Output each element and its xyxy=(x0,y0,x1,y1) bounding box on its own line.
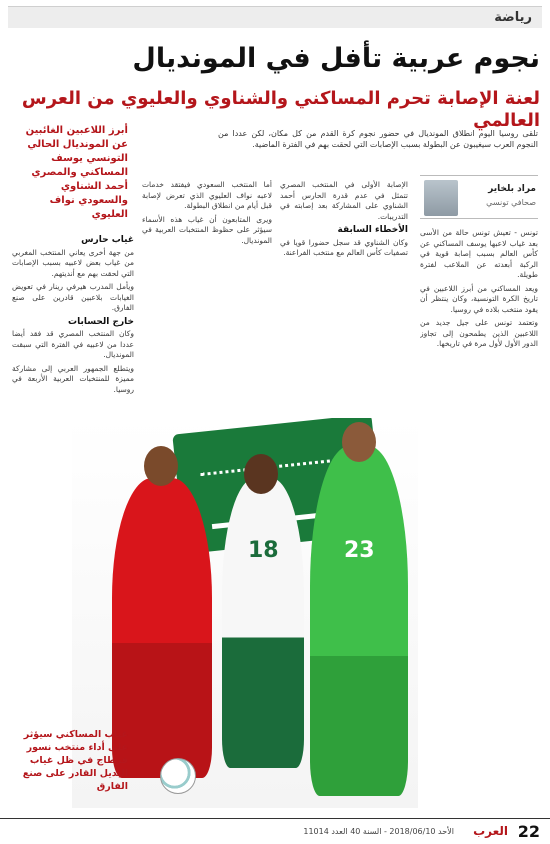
paragraph: ويتطلع الجمهور العربي إلى مشاركة مميزة للمنتخبات العربية الأربعة في روسيا. xyxy=(12,363,134,394)
article-column-2 xyxy=(280,180,408,410)
shirt-number: 18 xyxy=(248,538,279,563)
player-head xyxy=(244,454,278,494)
page-number: 22 xyxy=(517,822,540,841)
pullquote-top: أبرز اللاعبين الغائبين عن المونديال الحالي التونسي يوسف المساكني والمصري أحمد الشناوي والسعودي نواف العليوي xyxy=(25,125,128,220)
column-subheading: خارج الحسابات xyxy=(68,316,134,327)
article-column-1 xyxy=(420,228,538,818)
player-egypt-goalkeeper xyxy=(310,446,408,796)
player-head xyxy=(342,422,376,462)
author-name: مراد بلخاير xyxy=(488,184,536,194)
lead-paragraph: تلقى روسيا اليوم انطلاق المونديال في حضور نجوم كرة القدم من كل مكان، لكن عددا من النجوم العرب سيغيبون عن البطولة بسبب الإصابات التي لحقت بهم في الفترة الماضية. xyxy=(218,129,538,149)
column-subheading: غياب حارس xyxy=(81,235,134,245)
page-footer xyxy=(0,818,550,844)
byline xyxy=(420,175,538,219)
football xyxy=(160,758,196,794)
section-bar xyxy=(8,6,542,28)
author-role: صحافي تونسي xyxy=(486,198,536,207)
section-label: رياضة xyxy=(494,10,532,25)
paragraph: وتعتمد تونس على جيل جديد من اللاعبين الذين يطمحون إلى تجاوز الدور الأول لأول مرة في تاريخها. xyxy=(420,318,538,348)
shirt-number: 23 xyxy=(344,538,375,563)
paragraph: وكان المنتخب المصري قد فقد أيضا عددا من لاعبيه في الفترة التي سبقت المونديال. xyxy=(12,329,134,359)
pullquote-bottom: غياب المساكني سيؤثر على أداء منتخب نسور قرطاج في ظل غياب البديل القادر على صنع الفارق xyxy=(22,729,128,792)
player-head xyxy=(144,446,178,486)
paragraph: من جهة أخرى يعاني المنتخب المغربي من غياب بعض لاعبيه بسبب الإصابات التي لحقت بهم مع أنديتهم. xyxy=(12,247,134,278)
paragraph: ويعد المساكني من أبرز اللاعبين في تاريخ الكرة التونسية، وكان ينتظر أن يقود منتخب بلاده في روسيا. xyxy=(420,283,538,314)
author-avatar xyxy=(424,180,458,216)
paragraph: ويأمل المدرب هيرفي رينار في تعويض الغيابات بلاعبين قادرين على صنع الفارق. xyxy=(12,282,134,312)
paragraph: وكان الشناوي قد سجل حضورا قويا في تصفيات كأس العالم مع منتخب الفراعنة. xyxy=(280,237,408,257)
column-subheading: الأخطاء السابقة xyxy=(337,225,408,235)
paragraph: ويرى المتابعون أن غياب هذه الأسماء سيؤثر على حظوظ المنتخبات العربية في المونديال. xyxy=(142,214,272,245)
paper-name: العرب xyxy=(473,824,508,838)
paragraph: تونس - تعيش تونس حالة من الأسى بعد غياب لاعبها يوسف المساكني عن كأس العالم بسبب إصابة قوية في الركبة أبعدته عن الملاعب لفترة طويلة. xyxy=(420,228,538,279)
issue-info: الأحد 2018/06/10 - السنة 40 العدد 11014 xyxy=(303,827,454,836)
headline: نجوم عربية تأفل في المونديال xyxy=(132,43,540,74)
paragraph: أما المنتخب السعودي فيفتقد خدمات لاعبه نواف العليوي الذي تعرض لإصابة قبل أيام من انطلاق البطولة. xyxy=(142,180,272,210)
subhead: لعنة الإصابة تحرم المساكني والشناوي والعليوي من العرس العالمي xyxy=(21,88,540,131)
paragraph: الإصابة الأولى في المنتخب المصري تتمثل في عدم قدرة الحارس أحمد الشناوي على المشاركة بعد إصابته في التدريبات. xyxy=(280,180,408,221)
player-saudi xyxy=(222,478,304,768)
article-column-3 xyxy=(142,180,272,410)
